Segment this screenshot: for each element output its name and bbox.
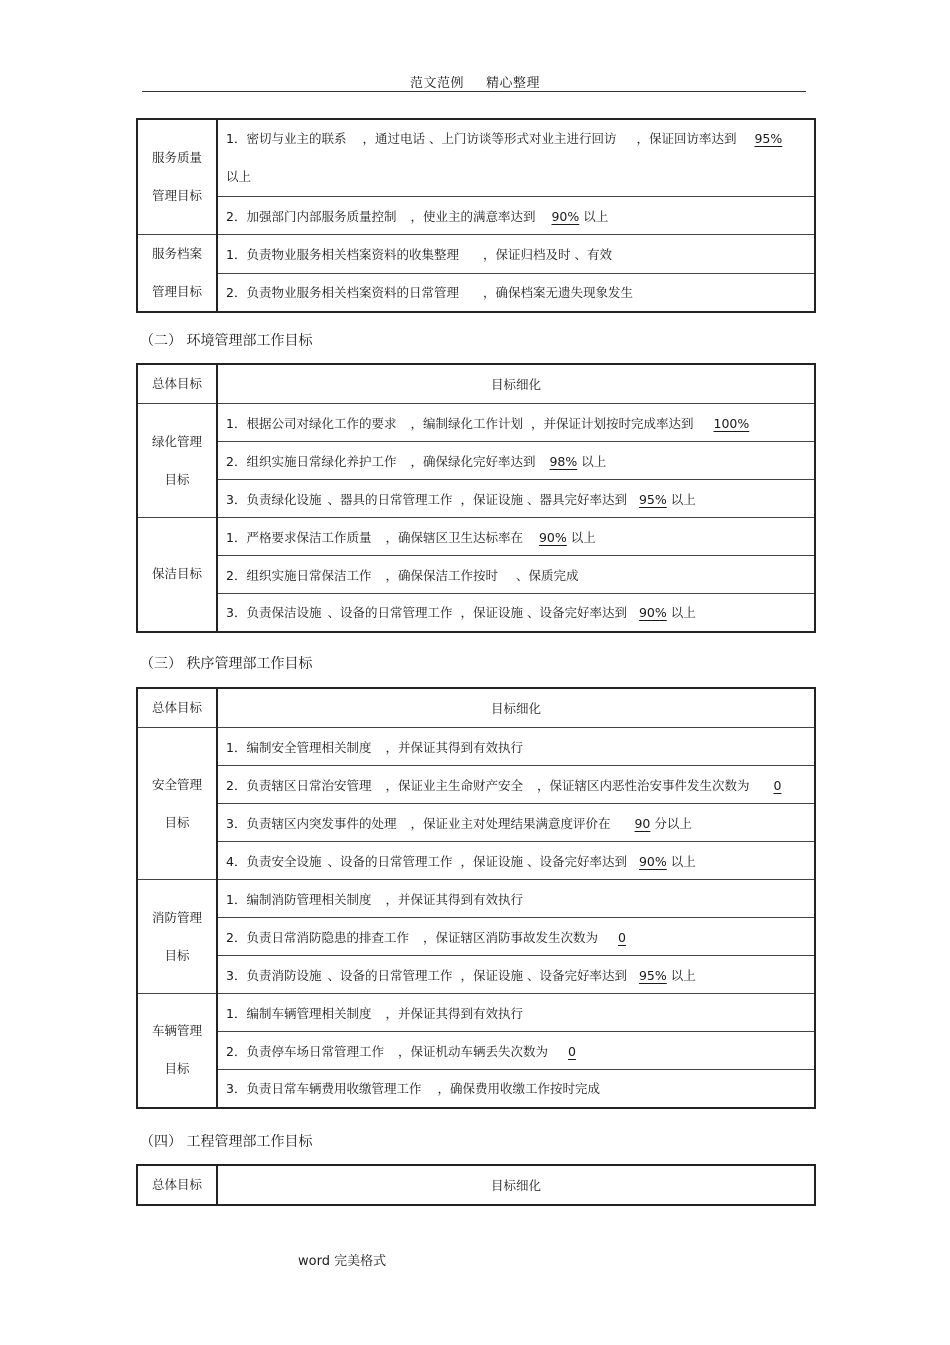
category-cell: 车辆管理 目标 [137, 994, 217, 1108]
header-right: 精心整理 [486, 76, 541, 91]
table-row [137, 842, 815, 880]
header-cell-detail: 目标细化 [217, 688, 815, 728]
target-item: 2．组织实施日常绿化养护工作 ，确保绿化完好率达到 98% 以上 [217, 442, 815, 480]
table-row [137, 594, 815, 632]
target-item: 1．严格要求保洁工作质量 ，确保辖区卫生达标率在 90% 以上 [217, 518, 815, 556]
table-row [137, 442, 815, 480]
target-item: 1．密切与业主的联系 ，通过电话 、上门访谈等形式对业主进行回访 ，保证回访率达到 95% 以上 [217, 119, 815, 197]
service-targets-table [136, 118, 816, 313]
page-header [0, 72, 950, 91]
target-item: 2．组织实施日常保洁工作 ，确保保洁工作按时 、保质完成 [217, 556, 815, 594]
page-footer: word 完美格式 [298, 1254, 387, 1269]
target-item: 2．负责日常消防隐患的排查工作 ，保证辖区消防事故发生次数为 0 [217, 918, 815, 956]
table-row [137, 956, 815, 994]
header-left: 范文范例 [409, 76, 464, 91]
header-cell-overall: 总体目标 [137, 364, 217, 404]
header-cell-detail: 目标细化 [217, 1165, 815, 1205]
target-item: 3．负责保洁设施 、设备的日常管理工作 ，保证设施 、设备完好率达到 90% 以上 [217, 594, 815, 632]
target-item: 2．负责停车场日常管理工作 ，保证机动车辆丢失次数为 0 [217, 1032, 815, 1070]
category-cell: 保洁目标 [137, 518, 217, 632]
table-header-row [137, 688, 815, 728]
section-heading-environment: （二） 环境管理部工作目标 [140, 333, 313, 349]
header-cell-overall: 总体目标 [137, 1165, 217, 1205]
target-item: 1．根据公司对绿化工作的要求 ，编制绿化工作计划 ，并保证计划按时完成率达到 100% [217, 404, 815, 442]
table-header-row [137, 364, 815, 404]
order-targets-table [136, 687, 816, 1109]
target-item: 1．编制安全管理相关制度 ，并保证其得到有效执行 [217, 728, 815, 766]
section-heading-engineering: （四） 工程管理部工作目标 [140, 1134, 313, 1150]
category-cell: 安全管理 目标 [137, 728, 217, 880]
target-item: 3．负责辖区内突发事件的处理 ，保证业主对处理结果满意度评价在 90 分以上 [217, 804, 815, 842]
target-item: 2．负责辖区日常治安管理 ，保证业主生命财产安全 ，保证辖区内恶性治安事件发生次数为 0 [217, 766, 815, 804]
target-item: 3．负责消防设施 、设备的日常管理工作 ，保证设施 、设备完好率达到 95% 以上 [217, 956, 815, 994]
target-item: 2．负责物业服务相关档案资料的日常管理 ，确保档案无遗失现象发生 [217, 273, 815, 312]
table-row [137, 1070, 815, 1108]
engineering-targets-table [136, 1164, 816, 1206]
category-cell: 服务质量 管理目标 [137, 119, 217, 235]
header-cell-detail: 目标细化 [217, 364, 815, 404]
table-row [137, 119, 815, 197]
table-row [137, 1032, 815, 1070]
table-row [137, 518, 815, 556]
category-cell: 绿化管理 目标 [137, 404, 217, 518]
table-row [137, 728, 815, 766]
target-item: 2．加强部门内部服务质量控制 ，使业主的满意率达到 90% 以上 [217, 197, 815, 235]
header-rule [142, 91, 806, 92]
table-row [137, 197, 815, 235]
table-header-row [137, 1165, 815, 1205]
target-item: 1．编制消防管理相关制度 ，并保证其得到有效执行 [217, 880, 815, 918]
category-cell: 消防管理 目标 [137, 880, 217, 994]
table-row [137, 404, 815, 442]
table-row [137, 480, 815, 518]
target-item: 1．编制车辆管理相关制度 ，并保证其得到有效执行 [217, 994, 815, 1032]
target-item: 3．负责日常车辆费用收缴管理工作 ，确保费用收缴工作按时完成 [217, 1070, 815, 1108]
table-row [137, 235, 815, 274]
table-row [137, 273, 815, 312]
header-cell-overall: 总体目标 [137, 688, 217, 728]
table-row [137, 994, 815, 1032]
table-row [137, 766, 815, 804]
table-row [137, 556, 815, 594]
category-cell: 服务档案 管理目标 [137, 235, 217, 313]
target-item: 3．负责绿化设施 、器具的日常管理工作 ，保证设施 、器具完好率达到 95% 以上 [217, 480, 815, 518]
target-item: 1．负责物业服务相关档案资料的收集整理 ，保证归档及时 、有效 [217, 235, 815, 274]
section-heading-order: （三） 秩序管理部工作目标 [140, 656, 313, 672]
environment-targets-table [136, 363, 816, 633]
table-row [137, 804, 815, 842]
table-row [137, 918, 815, 956]
table-row [137, 880, 815, 918]
target-item: 4．负责安全设施 、设备的日常管理工作 ，保证设施 、设备完好率达到 90% 以上 [217, 842, 815, 880]
